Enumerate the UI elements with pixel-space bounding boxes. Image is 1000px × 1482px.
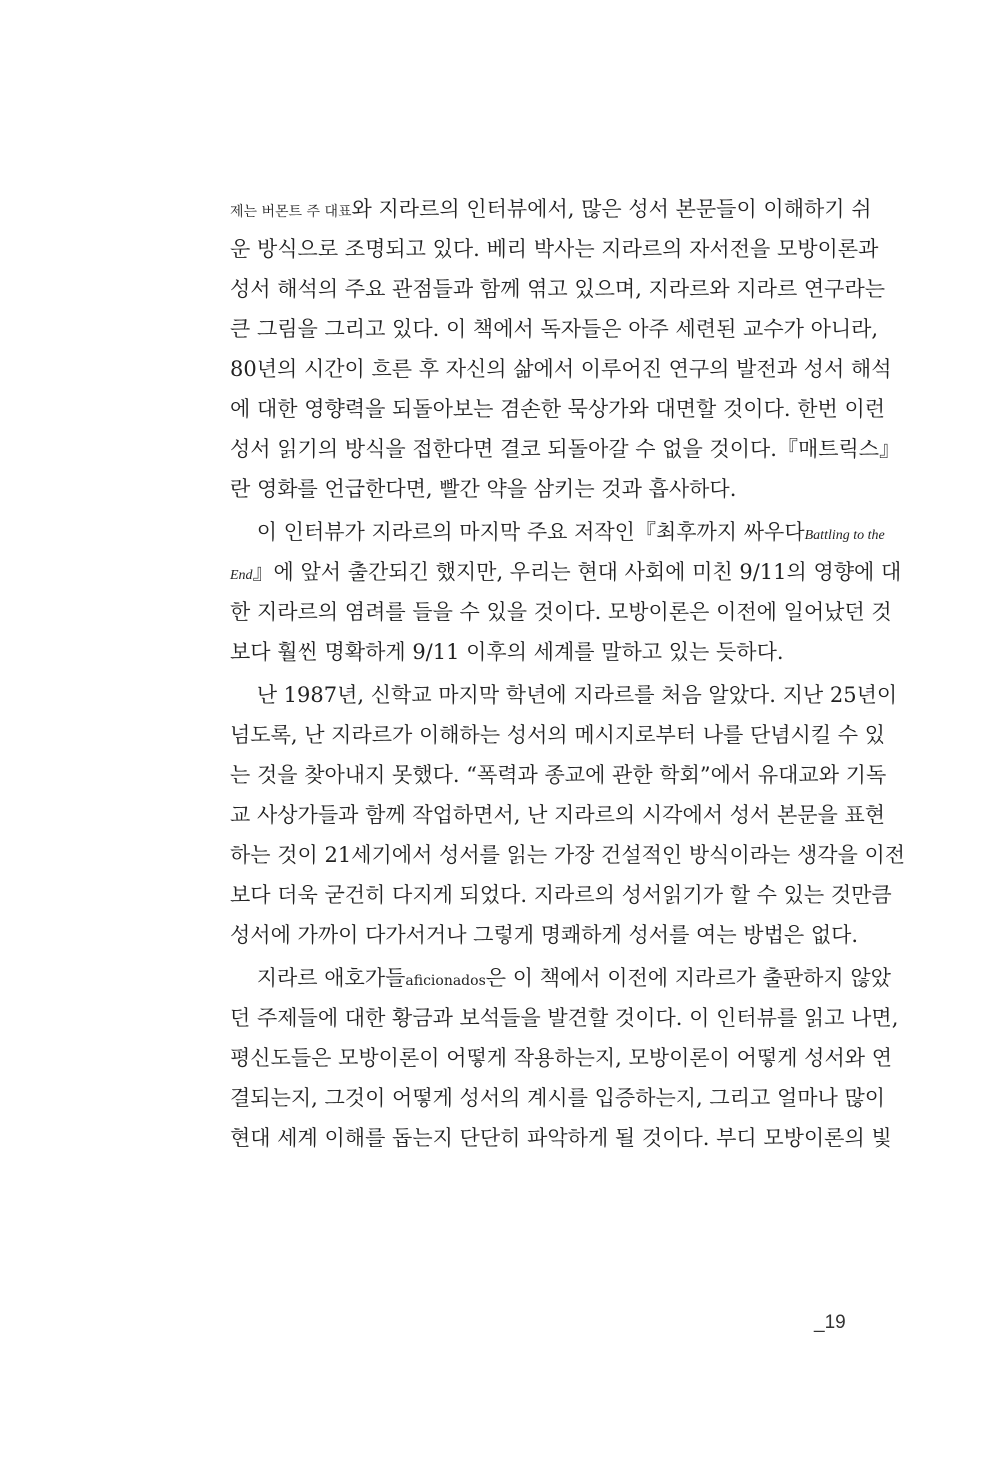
text-line xyxy=(230,512,885,552)
text-line: 성서 해석의 주요 관점들과 함께 엮고 있으며, 지라르와 지라르 연구라는 xyxy=(230,277,886,301)
page-number: _19 xyxy=(814,1312,846,1333)
text-line: 80년의 시간이 흐른 후 자신의 삶에서 이루어진 연구의 발전과 성서 해석 xyxy=(230,357,892,381)
text-line: 한 지라르의 염려를 들을 수 있을 것이다. 모방이론은 이전에 일어났던 것 xyxy=(230,600,892,624)
text-line xyxy=(230,552,902,592)
text-line: 던 주제들에 대한 황금과 보석들을 발견할 것이다. 이 인터뷰를 읽고 나면, xyxy=(230,1006,899,1030)
line-text: 』에 앞서 출간되긴 했지만, 우리는 현대 사회에 미친 9/11의 영향에 대 xyxy=(252,560,902,584)
line-text: 지라르 애호가들 xyxy=(230,966,406,990)
line-text: 이 인터뷰가 지라르의 마지막 주요 저작인『최후까지 싸우다 xyxy=(230,520,805,544)
text-line: 결되는지, 그것이 어떻게 성서의 계시를 입증하는지, 그리고 얼마나 많이 xyxy=(230,1086,886,1110)
text-line xyxy=(230,189,872,229)
text-line: 보다 더욱 굳건히 다지게 되었다. 지라르의 성서읽기가 할 수 있는 것만큼 xyxy=(230,883,892,907)
text-line: 큰 그림을 그리고 있다. 이 책에서 독자들은 아주 세련된 교수가 아니라, xyxy=(230,317,879,341)
text-line: 현대 세계 이해를 돕는지 단단히 파악하게 될 것이다. 부디 모방이론의 빛 xyxy=(230,1126,892,1150)
body-text xyxy=(230,189,906,1158)
text-line: 보다 훨씬 명확하게 9/11 이후의 세계를 말하고 있는 듯하다. xyxy=(230,640,784,664)
text-line xyxy=(230,958,891,998)
line-text: 와 지라르의 인터뷰에서, 많은 성서 본문들이 이해하기 쉬 xyxy=(351,197,872,221)
footnote-continuation: 제는 버몬트 주 대표 xyxy=(230,204,352,220)
text-line: 에 대한 영향력을 되돌아보는 겸손한 묵상가와 대면할 것이다. 한번 이런 xyxy=(230,397,886,421)
text-line: 성서 읽기의 방식을 접한다면 결코 되돌아갈 수 없을 것이다.『매트릭스』 xyxy=(230,437,901,461)
english-title: Battling to the xyxy=(804,528,885,543)
text-line: 교 사상가들과 함께 작업하면서, 난 지라르의 시각에서 성서 본문을 표현 xyxy=(230,803,886,827)
line-text: 은 이 책에서 이전에 지라르가 출판하지 않았 xyxy=(485,966,891,990)
text-line: 넘도록, 난 지라르가 이해하는 성서의 메시지로부터 나를 단념시킬 수 있 xyxy=(230,723,886,747)
text-line: 성서에 가까이 다가서거나 그렇게 명쾌하게 성서를 여는 방법은 없다. xyxy=(230,923,859,947)
text-line: 하는 것이 21세기에서 성서를 읽는 가장 건설적인 방식이라는 생각을 이전 xyxy=(230,843,906,867)
text-line: 란 영화를 언급한다면, 빨간 약을 삼키는 것과 흡사하다. xyxy=(230,477,737,501)
english-title-end: End xyxy=(230,568,253,583)
text-line: 는 것을 찾아내지 못했다. “폭력과 종교에 관한 학회”에서 유대교와 기독 xyxy=(230,763,887,787)
text-line: 운 방식으로 조명되고 있다. 베리 박사는 지라르의 자서전을 모방이론과 xyxy=(230,237,879,261)
text-line: 평신도들은 모방이론이 어떻게 작용하는지, 모방이론이 어떻게 성서와 연 xyxy=(230,1046,892,1070)
text-line: 난 1987년, 신학교 마지막 학년에 지라르를 처음 알았다. 지난 25년이 xyxy=(230,683,898,707)
loanword-gloss: aficionados xyxy=(405,973,486,989)
